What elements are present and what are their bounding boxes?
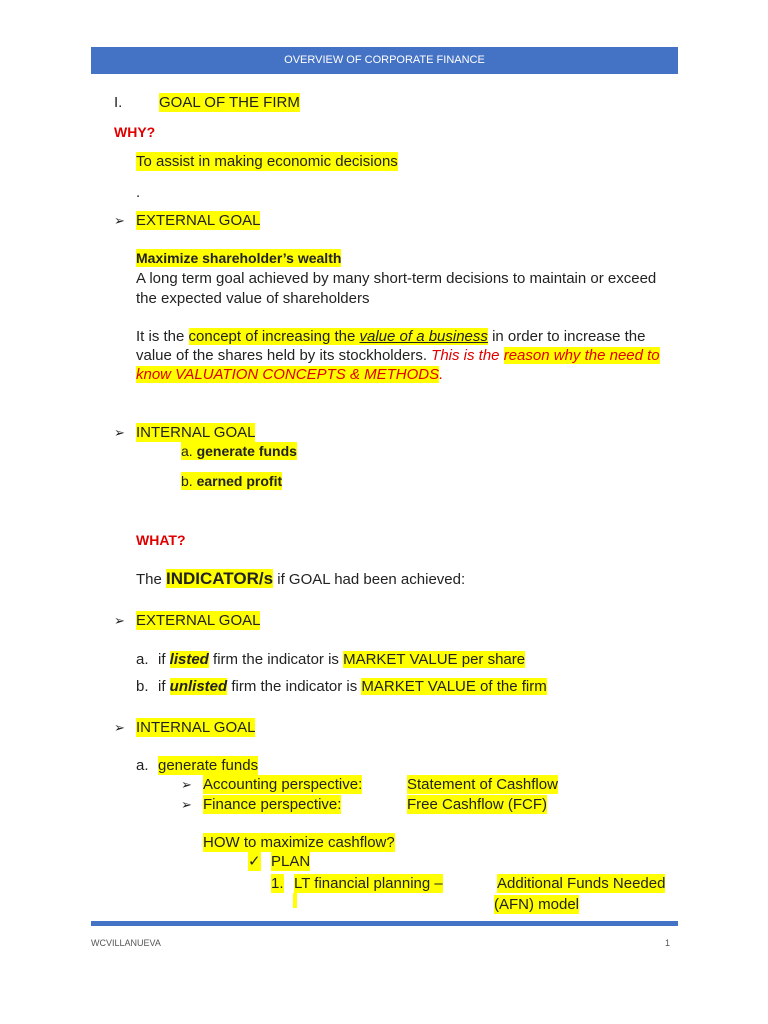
plan-label: PLAN: [271, 853, 311, 870]
arrow-bullet-icon: ➢: [114, 720, 125, 735]
unlisted-indicator: [158, 677, 547, 696]
internal-goal-item-a: [181, 442, 297, 460]
external-goal-desc-line1: A long term goal achieved by many short-term decisions to maintain or exceed: [136, 270, 657, 287]
unlisted-value: MARKET VALUE of the firm: [361, 678, 547, 695]
indicator-the: The: [136, 571, 167, 588]
accounting-perspective-label: Accounting perspective:: [203, 776, 363, 793]
listed-if: if: [158, 651, 170, 668]
p2-d: in order to increase the: [487, 328, 646, 345]
lt-planning-text: LT financial planning –: [294, 875, 443, 892]
arrow-bullet-icon: ➢: [114, 613, 125, 628]
lt-planning-num: 1.: [271, 875, 284, 892]
unlisted-num: b.: [136, 678, 149, 695]
why-answer: To assist in making economic decisions: [136, 153, 398, 170]
listed-key: listed: [169, 651, 209, 668]
accounting-perspective-value: Statement of Cashflow: [407, 776, 558, 793]
listed-indicator: [158, 650, 525, 669]
p2-b: concept of increasing the: [188, 328, 360, 345]
why-label: WHY?: [114, 124, 156, 140]
valuation-paragraph-line1: [136, 327, 646, 346]
page-header: OVERVIEW OF CORPORATE FINANCE: [91, 47, 678, 74]
afn-value-line2: (AFN) model: [494, 896, 580, 913]
external-goal-desc-line2: the expected value of shareholders: [136, 290, 370, 307]
text-cursor: [293, 893, 297, 908]
generate-funds-num: a.: [136, 757, 149, 774]
p2-a: It is the: [136, 328, 189, 345]
item-b-prefix: b.: [181, 473, 197, 489]
indicator-word: INDICATOR/s: [166, 569, 274, 588]
p2-h: know VALUATION CONCEPTS & METHODS: [136, 366, 440, 383]
arrow-bullet-icon: ➢: [114, 213, 125, 228]
unlisted-key: unlisted: [169, 678, 228, 695]
item-a-text: generate funds: [196, 443, 297, 459]
p2-f: This is the: [431, 347, 504, 364]
generate-funds-text: generate funds: [158, 757, 259, 774]
arrow-bullet-icon: ➢: [181, 777, 192, 792]
item-b-text: earned profit: [196, 473, 283, 489]
check-icon: ✓: [248, 853, 261, 870]
stray-dot: .: [136, 184, 141, 201]
footer-author: WCVILLANUEVA: [91, 938, 161, 948]
listed-value: MARKET VALUE per share: [343, 651, 526, 668]
p2-i: .: [439, 366, 444, 383]
section-title: GOAL OF THE FIRM: [159, 94, 300, 111]
finance-perspective-value: Free Cashflow (FCF): [407, 796, 548, 813]
finance-perspective-label: Finance perspective:: [203, 796, 342, 813]
unlisted-if: if: [158, 678, 170, 695]
internal-goal-item-b: [181, 472, 282, 490]
valuation-paragraph-line3: [136, 365, 443, 384]
p2-e: value of the shares held by its stockholders.: [136, 347, 432, 364]
item-a-prefix: a.: [181, 443, 197, 459]
valuation-paragraph-line2: [136, 346, 660, 365]
p2-c: value of a business: [359, 328, 488, 345]
how-maximize-cashflow: HOW to maximize cashflow?: [203, 834, 395, 851]
page-number: 1: [665, 938, 671, 948]
p2-g: reason why the need to: [503, 347, 660, 364]
what-label: WHAT?: [136, 532, 186, 548]
indicator-rest: if GOAL had been achieved:: [273, 571, 466, 588]
internal-goal-label: INTERNAL GOAL: [136, 424, 256, 441]
indicator-line: [136, 568, 465, 591]
internal-goal-2-label: INTERNAL GOAL: [136, 719, 256, 736]
external-goal-label: EXTERNAL GOAL: [136, 212, 261, 229]
footer-divider: [91, 921, 678, 926]
external-goal-subtitle: Maximize shareholder’s wealth: [136, 250, 342, 266]
unlisted-mid: firm the indicator is: [227, 678, 362, 695]
listed-mid: firm the indicator is: [208, 651, 344, 668]
arrow-bullet-icon: ➢: [181, 797, 192, 812]
listed-num: a.: [136, 651, 149, 668]
afn-value-line1: Additional Funds Needed: [497, 875, 666, 892]
external-goal-2-label: EXTERNAL GOAL: [136, 612, 261, 629]
section-numeral: I.: [114, 94, 123, 111]
arrow-bullet-icon: ➢: [114, 425, 125, 440]
